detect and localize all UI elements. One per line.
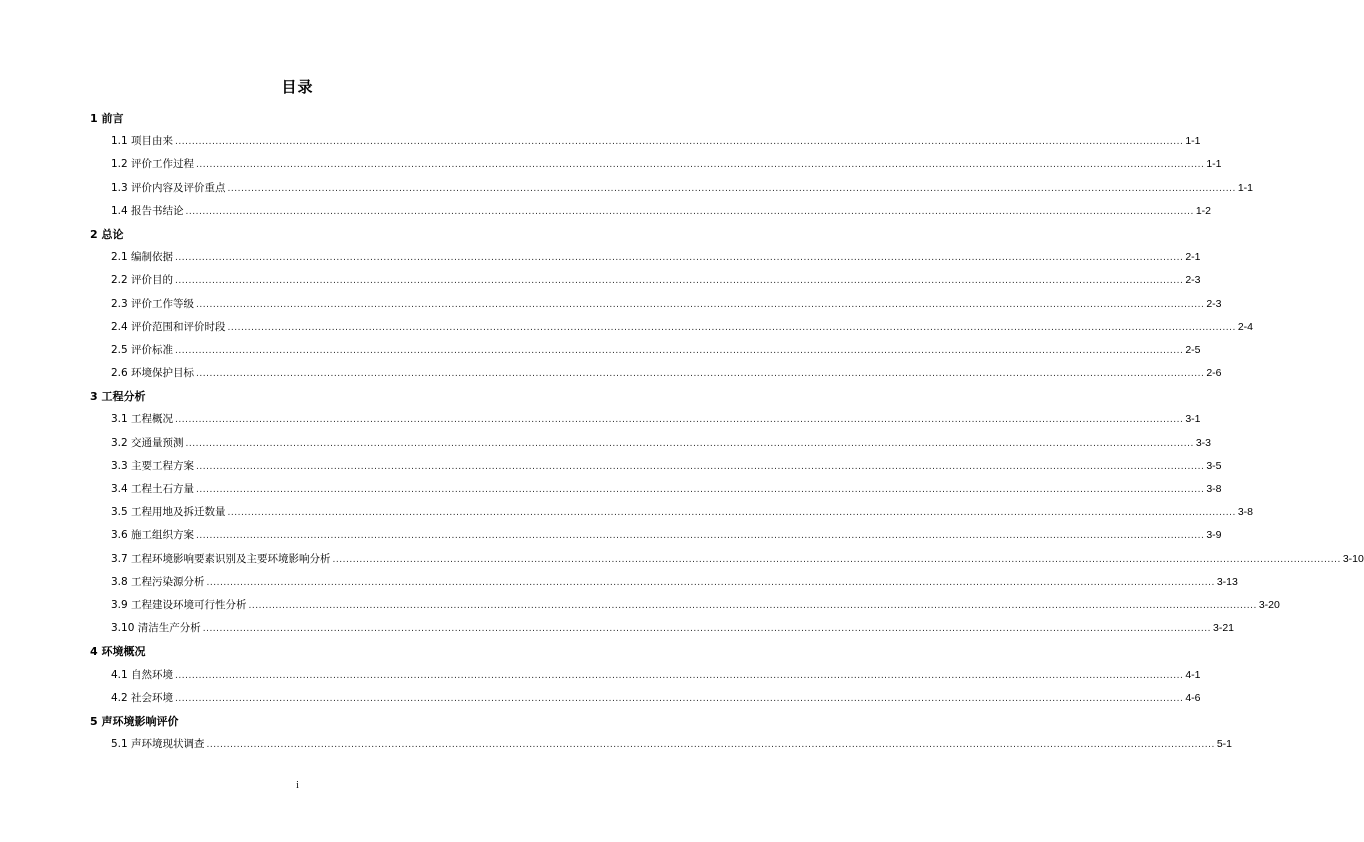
toc-entry-page: 2-3 <box>1206 297 1222 310</box>
toc-entry[interactable] <box>90 269 1201 292</box>
toc-entry-page: 4-1 <box>1185 668 1201 681</box>
toc-entry-page: 3-1 <box>1185 413 1201 426</box>
toc-chapter-heading[interactable]: 5 声环境影响评价 <box>90 714 179 728</box>
toc-entry-page: 3-5 <box>1206 459 1222 472</box>
toc-entry-label: 2.3 评价工作等级 <box>111 297 195 310</box>
toc-entry[interactable] <box>90 339 1201 362</box>
dot-leader: ............................................................................................................................................................................................................................................................................................................ <box>175 345 1184 356</box>
toc-chapter-heading[interactable]: 3 工程分析 <box>90 390 146 404</box>
toc-entry-label: 3.4 工程土石方量 <box>111 483 195 495</box>
toc-entry-label: 3.8 工程污染源分析 <box>111 575 205 588</box>
toc-entry[interactable] <box>90 432 1211 455</box>
dot-leader: ............................................................................................................................................................................................................................................................................................................ <box>175 693 1184 704</box>
toc-entry-label: 4.1 自然环境 <box>111 668 174 681</box>
toc-entry-label: 3.2 交通量预测 <box>111 436 184 449</box>
dot-leader: ............................................................................................................................................................................................................................................................................................................ <box>202 624 1211 635</box>
dot-leader: ............................................................................................................................................................................................................................................................................................................ <box>175 670 1184 681</box>
toc-entry-page: 4-6 <box>1185 691 1201 704</box>
toc-entry-page: 2-5 <box>1185 343 1201 356</box>
toc-entry-label: 3.9 工程建设环境可行性分析 <box>111 598 247 611</box>
toc-entry[interactable] <box>90 455 1222 478</box>
dot-leader: ............................................................................................................................................................................................................................................................................................................ <box>206 577 1215 588</box>
toc-entry-label: 3.10 清洁生产分析 <box>111 622 201 635</box>
toc-entry-page: 2-6 <box>1206 367 1222 380</box>
toc-entry-label: 1.1 项目由来 <box>111 135 174 148</box>
dot-leader: ............................................................................................................................................................................................................................................................................................................ <box>196 369 1205 380</box>
toc-entry[interactable] <box>90 293 1222 316</box>
toc-entry[interactable] <box>90 548 1364 571</box>
toc-entry-label: 2.4 评价范围和评价时段 <box>111 320 226 333</box>
toc-entry-page: 1-1 <box>1185 135 1201 148</box>
dot-leader: ............................................................................................................................................................................................................................................................................................................ <box>227 183 1236 194</box>
dot-leader: ............................................................................................................................................................................................................................................................................................................ <box>175 253 1184 264</box>
toc-entry[interactable] <box>90 177 1253 200</box>
toc-entry-page: 1-1 <box>1206 158 1222 171</box>
toc-entry[interactable] <box>90 617 1234 640</box>
toc-entry-page: 3-20 <box>1258 598 1280 611</box>
toc-entry[interactable] <box>90 501 1253 524</box>
toc-entry-label: 3.1 工程概况 <box>111 413 174 426</box>
toc-entry-label: 3.6 施工组织方案 <box>111 529 195 542</box>
dot-leader: ............................................................................................................................................................................................................................................................................................................ <box>185 206 1194 217</box>
dot-leader: ............................................................................................................................................................................................................................................................................................................ <box>175 276 1184 287</box>
toc-entry[interactable] <box>90 594 1280 617</box>
dot-leader: ............................................................................................................................................................................................................................................................................................................ <box>196 531 1205 542</box>
toc-chapter-heading[interactable]: 1 前言 <box>90 112 124 125</box>
toc-entry-page: 5-1 <box>1216 738 1232 751</box>
dot-leader: ............................................................................................................................................................................................................................................................................................................ <box>196 299 1205 310</box>
toc-entry[interactable] <box>90 153 1222 176</box>
toc-chapter-heading[interactable]: 2 总论 <box>90 227 124 241</box>
toc-entry[interactable] <box>90 316 1253 339</box>
dot-leader: ............................................................................................................................................................................................................................................................................................................ <box>196 485 1205 495</box>
dot-leader: ............................................................................................................................................................................................................................................................................................................ <box>332 554 1341 565</box>
toc-entry-label: 2.5 评价标准 <box>111 343 174 356</box>
toc-entry-label: 3.3 主要工程方案 <box>111 459 195 472</box>
dot-leader: ............................................................................................................................................................................................................................................................................................................ <box>248 600 1257 611</box>
toc-entry[interactable] <box>90 687 1201 710</box>
dot-leader: ............................................................................................................................................................................................................................................................................................................ <box>175 415 1184 426</box>
toc-entry[interactable] <box>90 130 1201 153</box>
toc-entry[interactable] <box>90 200 1211 223</box>
toc-entry-page: 3-8 <box>1237 506 1253 519</box>
page-number: i <box>296 780 299 791</box>
dot-leader: ............................................................................................................................................................................................................................................................................................................ <box>185 438 1194 449</box>
toc-entry-label: 1.2 评价工作过程 <box>111 158 195 171</box>
toc-entry[interactable] <box>90 571 1238 594</box>
toc-entry-page: 3-3 <box>1195 436 1211 449</box>
dot-leader: ............................................................................................................................................................................................................................................................................................................ <box>206 740 1215 751</box>
toc-entry-label: 2.1 编制依据 <box>111 251 174 264</box>
toc-entry-label: 2.6 环境保护目标 <box>111 367 195 380</box>
toc-entry-page: 3-8 <box>1206 483 1222 495</box>
page-title: 目录 <box>281 78 314 96</box>
toc-entry-page: 3-13 <box>1216 575 1238 588</box>
toc-entry[interactable] <box>90 246 1201 269</box>
dot-leader: ............................................................................................................................................................................................................................................................................................................ <box>196 461 1205 472</box>
toc-entry-page: 2-4 <box>1237 320 1253 333</box>
toc-entry-page: 1-1 <box>1237 181 1253 194</box>
dot-leader: ............................................................................................................................................................................................................................................................................................................ <box>227 508 1236 519</box>
toc-entry-page: 3-9 <box>1206 529 1222 542</box>
toc-entry-page: 3-21 <box>1212 622 1234 635</box>
toc-entry[interactable] <box>90 362 1222 385</box>
table-of-contents <box>90 107 1364 756</box>
toc-entry-label: 3.5 工程用地及拆迁数量 <box>111 506 226 519</box>
toc-entry-label: 2.2 评价目的 <box>111 274 174 287</box>
toc-entry-label: 1.3 评价内容及评价重点 <box>111 181 226 194</box>
toc-entry[interactable] <box>90 664 1201 687</box>
dot-leader: ............................................................................................................................................................................................................................................................................................................ <box>227 322 1236 333</box>
toc-entry-page: 1-2 <box>1195 204 1211 217</box>
toc-entry[interactable] <box>90 524 1222 547</box>
toc-entry[interactable] <box>90 408 1201 431</box>
toc-entry-label: 3.7 工程环境影响要素识别及主要环境影响分析 <box>111 552 331 565</box>
toc-entry-page: 2-3 <box>1185 274 1201 287</box>
toc-chapter-heading[interactable]: 4 环境概况 <box>90 645 146 659</box>
toc-entry[interactable] <box>90 733 1232 756</box>
toc-entry-page: 2-1 <box>1185 251 1201 264</box>
toc-entry-label: 1.4 报告书结论 <box>111 204 184 217</box>
dot-leader: ............................................................................................................................................................................................................................................................................................................ <box>196 160 1205 171</box>
toc-entry-label: 4.2 社会环境 <box>111 691 174 704</box>
toc-entry-label: 5.1 声环境现状调查 <box>111 738 205 751</box>
dot-leader: ............................................................................................................................................................................................................................................................................................................ <box>175 137 1184 148</box>
toc-entry-page: 3-10 <box>1342 552 1364 565</box>
toc-entry[interactable] <box>90 478 1222 501</box>
